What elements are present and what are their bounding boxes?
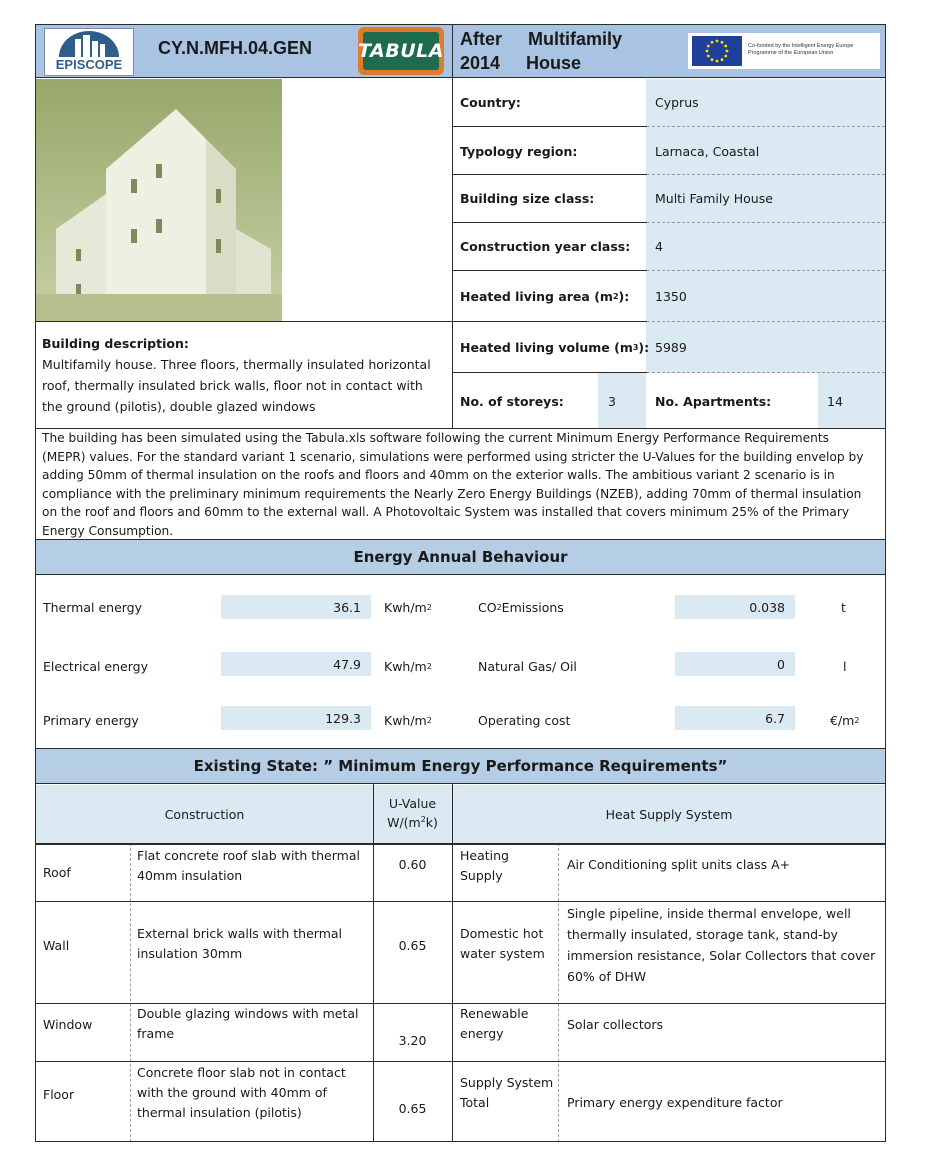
construction-row-uvalue: 0.60 — [398, 856, 427, 872]
gas-oil-value: 0 — [675, 652, 795, 676]
construction-row-desc: External brick walls with thermal insulation 30mm — [137, 926, 343, 961]
paragraph-line: The building has been simulated using the Tabula.xls software following the current Minimum Energy Performance Requirements — [42, 431, 829, 445]
region-label: Typology region: — [460, 143, 578, 159]
primary-energy-value: 129.3 — [221, 706, 371, 730]
construction-row-uvalue: 3.20 — [398, 1032, 427, 1048]
apartments-label: No. Apartments: — [655, 393, 772, 409]
logo-text: EPISCOPE — [55, 57, 123, 72]
size-class-value: Multi Family House — [655, 191, 773, 206]
heated-volume-value: 5989 — [655, 339, 687, 355]
storeys-label: No. of storeys: — [460, 393, 564, 409]
gas-oil-unit: l — [843, 658, 847, 674]
title-house: House — [526, 53, 582, 73]
existing-state-title: Existing State: ” Minimum Energy Performance Requirements” — [193, 757, 728, 775]
region-value: Larnaca, Coastal — [655, 143, 760, 159]
heated-area-value: 1350 — [655, 288, 687, 304]
title-year-label: After — [460, 29, 503, 49]
system-row-name: Heating Supply — [460, 848, 509, 883]
construction-row-name: Roof — [43, 865, 71, 880]
system-row-detail: Solar collectors — [567, 1016, 664, 1032]
title-type-label: Multifamily — [528, 29, 623, 49]
year-class-label: Construction year class: — [460, 239, 631, 254]
co2-label: CO 2 Emissions — [478, 599, 564, 615]
existing-state-header — [35, 748, 886, 784]
construction-row-desc: Double glazing windows with metal frame — [137, 1006, 359, 1041]
primary-energy-label: Primary energy — [43, 712, 139, 728]
co2-value: 0.038 — [675, 595, 795, 619]
uvalue-header: U-Value $W/(m^2k)$ — [387, 796, 438, 831]
construction-row-desc: Concrete floor slab not in contact with the ground with 40mm of thermal insulation (pilotis) — [137, 1065, 346, 1120]
country-value: Cyprus — [655, 95, 699, 110]
description-line: roof, thermally insulated brick walls, floor not in contact with — [42, 378, 423, 393]
tabula-text: TABULA — [358, 40, 444, 62]
storeys-value: 3 — [608, 393, 616, 409]
construction-row-desc: Flat concrete roof slab with thermal 40mm insulation — [137, 848, 360, 883]
heated-volume-label: Heated living volume (m 3 ): — [460, 339, 650, 355]
construction-row-name: Floor — [43, 1086, 75, 1102]
system-row-detail: Primary energy expenditure factor — [567, 1094, 783, 1110]
paragraph-line: on the roof and floors and 60mm to the external wall. A Photovoltaic System was installed that covers minimum 25% of the Primary — [42, 505, 850, 519]
construction-row-uvalue: 0.65 — [398, 1100, 427, 1116]
thermal-energy-label: Thermal energy — [43, 599, 143, 615]
construction-row-name: Wall — [43, 937, 70, 953]
primary-energy-unit: Kwh/m 2 — [384, 712, 432, 728]
electrical-energy-value: 47.9 — [221, 652, 371, 676]
title-year: 2014 — [460, 53, 501, 73]
electrical-energy-label: Electrical energy — [43, 658, 148, 674]
system-row-detail: Air Conditioning split units class A+ — [567, 856, 791, 872]
eu-flag-icon — [692, 36, 742, 66]
tabula-logo — [358, 27, 444, 75]
system-row-name: Domestic hot water system — [460, 926, 545, 961]
building-description — [42, 333, 447, 417]
paragraph-line: Energy Consumption. — [42, 523, 174, 538]
description-heading: Building description: — [42, 336, 189, 351]
operating-cost-label: Operating cost — [478, 712, 571, 728]
construction-row-uvalue: 0.65 — [398, 937, 427, 953]
thermal-energy-value: 36.1 — [221, 595, 371, 619]
description-line: the ground (pilotis), double glazed windows — [42, 399, 316, 414]
page-title — [460, 27, 622, 75]
thermal-energy-unit: Kwh/m 2 — [384, 599, 432, 615]
building-skyline-icon — [45, 29, 133, 59]
construction-row-name: Window — [43, 1016, 93, 1032]
eu-text-line1: Co-funded by the Intelligent Energy Europe — [748, 43, 854, 49]
energy-section-header — [35, 539, 886, 575]
apartments-value: 14 — [827, 393, 843, 409]
size-class-label: Building size class: — [460, 191, 595, 206]
system-row-detail: Single pipeline, inside thermal envelope, well thermally insulated, storage tank, stand-by immersion resistance, Solar Collectors that cover 60% of DHW — [567, 906, 876, 984]
heat-supply-header: Heat Supply System — [605, 806, 733, 822]
system-row-name: Renewable energy — [460, 1006, 529, 1041]
energy-section-title: Energy Annual Behaviour — [353, 548, 568, 566]
paragraph-line: compliance with the preliminary minimum requirements the Nearly Zero Energy Buildings (NZEB), adding 70mm of thermal insulation — [42, 486, 862, 501]
year-class-value: 4 — [655, 239, 663, 254]
eu-text-line2: Programme of the European Union — [748, 50, 834, 56]
heated-area-label: Heated living area (m 2 ): — [460, 288, 630, 304]
episcope-logo — [44, 28, 134, 76]
description-line: Multifamily house. Three floors, thermally insulated horizontal — [42, 357, 431, 372]
co2-unit: t — [841, 599, 846, 615]
electrical-energy-unit: Kwh/m 2 — [384, 658, 432, 674]
system-row-name: Supply System Total — [460, 1075, 554, 1110]
construction-header: Construction — [164, 806, 245, 822]
simulation-paragraph — [42, 429, 882, 540]
eu-funding-badge — [688, 33, 880, 69]
country-label: Country: — [460, 95, 521, 110]
operating-cost-unit: €/m 2 — [830, 712, 860, 728]
building-photo — [36, 79, 282, 321]
gas-oil-label: Natural Gas/ Oil — [478, 658, 577, 674]
building-code: CY.N.MFH.04.GEN — [158, 38, 313, 58]
paragraph-line: (MEPR) values. For the standard variant 1 scenario, simulations were performed using stricter the U-Values for the building envelop by — [42, 449, 864, 464]
operating-cost-value: 6.7 — [675, 706, 795, 730]
paragraph-line: adding 50mm of thermal insulation on the roofs and floors and 40mm on the exterior walls. The ambitious variant 2 scenario is in — [42, 468, 835, 482]
